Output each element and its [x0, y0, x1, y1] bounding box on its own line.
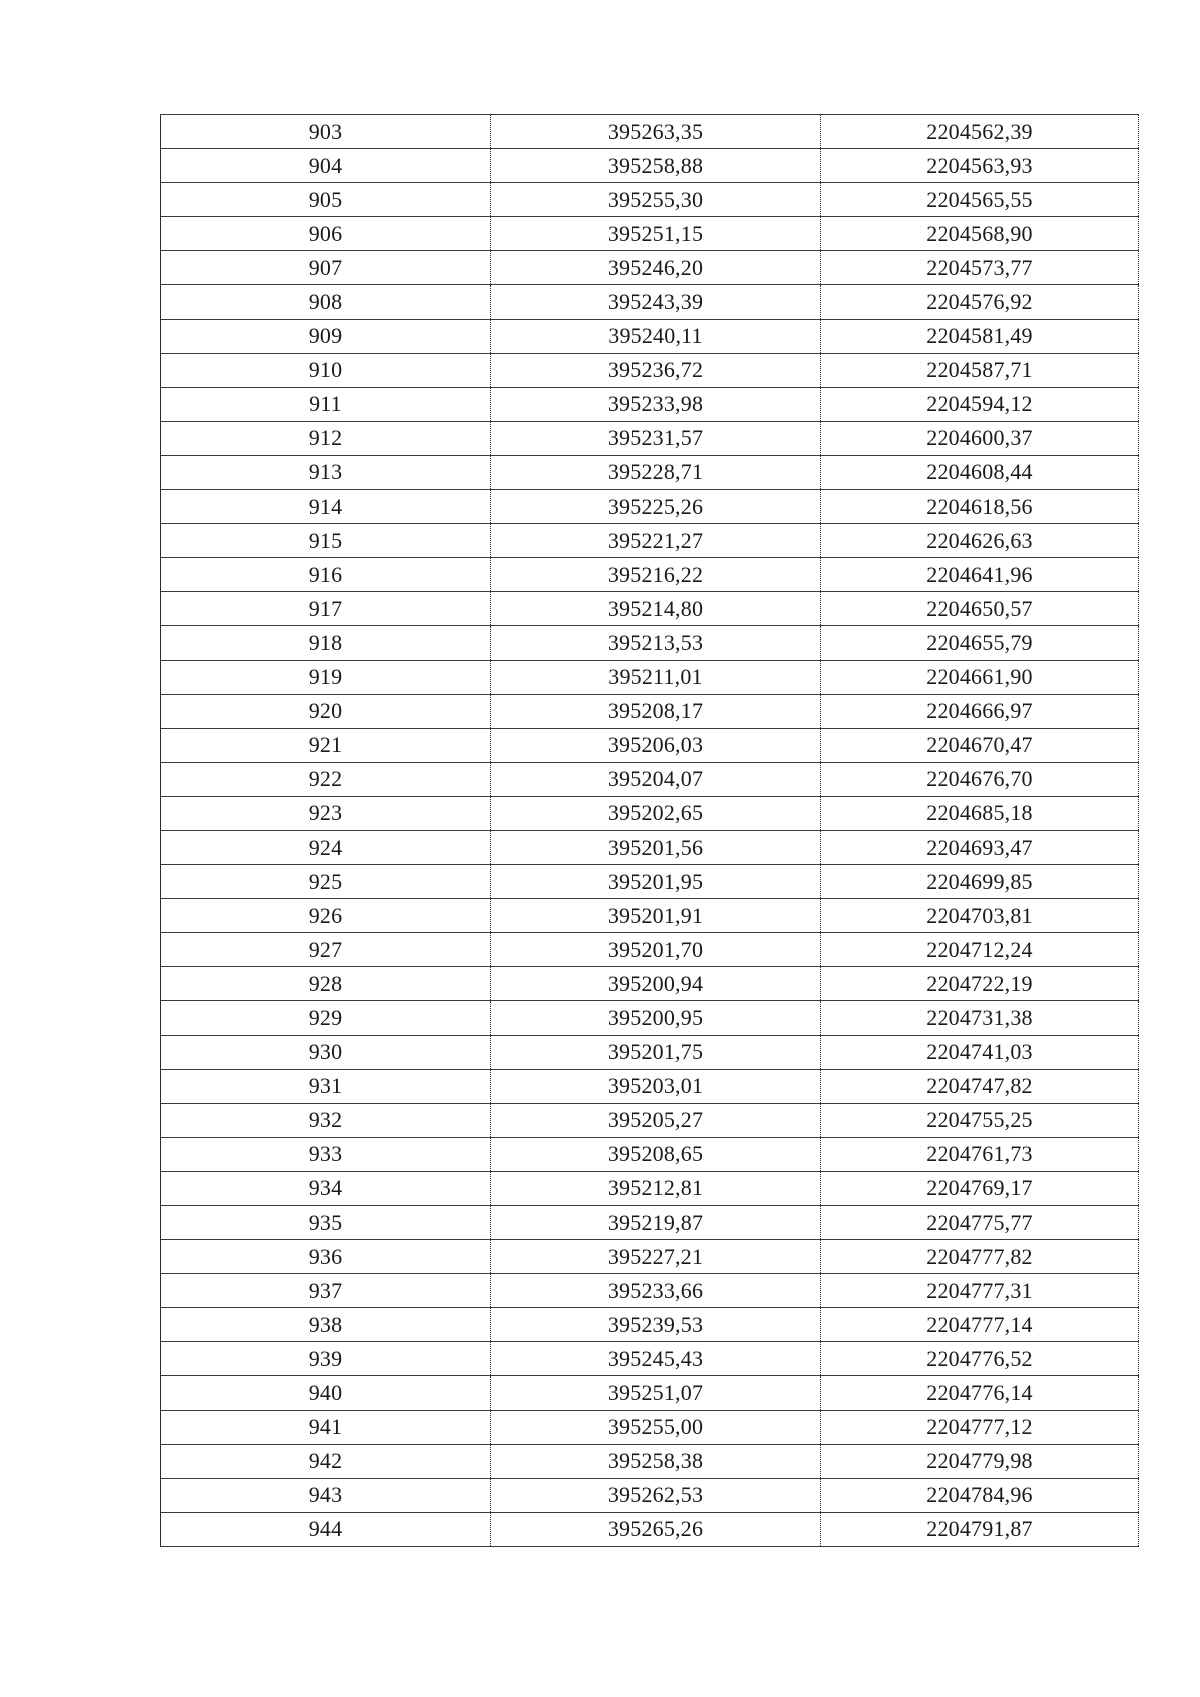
y-coordinate-cell: 2204666,97 — [821, 694, 1139, 728]
table-row — [161, 728, 1139, 762]
table-row — [161, 1274, 1139, 1308]
y-coordinate-cell: 2204641,96 — [821, 558, 1139, 592]
y-coordinate-cell: 2204703,81 — [821, 899, 1139, 933]
x-coordinate-cell: 395231,57 — [491, 421, 821, 455]
point-number-cell: 910 — [161, 353, 491, 387]
x-coordinate-cell: 395255,00 — [491, 1410, 821, 1444]
x-coordinate-cell: 395208,65 — [491, 1137, 821, 1171]
table-row — [161, 762, 1139, 796]
x-coordinate-cell: 395251,15 — [491, 217, 821, 251]
point-number-cell: 939 — [161, 1342, 491, 1376]
table-row — [161, 626, 1139, 660]
point-number-cell: 927 — [161, 933, 491, 967]
x-coordinate-cell: 395201,91 — [491, 899, 821, 933]
table-row — [161, 455, 1139, 489]
y-coordinate-cell: 2204776,14 — [821, 1376, 1139, 1410]
point-number-cell: 938 — [161, 1308, 491, 1342]
x-coordinate-cell: 395221,27 — [491, 524, 821, 558]
table-row — [161, 115, 1139, 149]
x-coordinate-cell: 395214,80 — [491, 592, 821, 626]
table-row — [161, 217, 1139, 251]
point-number-cell: 908 — [161, 285, 491, 319]
x-coordinate-cell: 395243,39 — [491, 285, 821, 319]
y-coordinate-cell: 2204655,79 — [821, 626, 1139, 660]
table-row — [161, 1240, 1139, 1274]
x-coordinate-cell: 395203,01 — [491, 1069, 821, 1103]
table-row — [161, 183, 1139, 217]
table-row — [161, 1035, 1139, 1069]
x-coordinate-cell: 395206,03 — [491, 728, 821, 762]
y-coordinate-cell: 2204587,71 — [821, 353, 1139, 387]
x-coordinate-cell: 395219,87 — [491, 1206, 821, 1240]
y-coordinate-cell: 2204712,24 — [821, 933, 1139, 967]
coordinates-table-body — [161, 115, 1139, 1547]
y-coordinate-cell: 2204777,31 — [821, 1274, 1139, 1308]
table-row — [161, 558, 1139, 592]
coordinates-table — [160, 114, 1139, 1547]
point-number-cell: 919 — [161, 660, 491, 694]
y-coordinate-cell: 2204565,55 — [821, 183, 1139, 217]
y-coordinate-cell: 2204777,14 — [821, 1308, 1139, 1342]
x-coordinate-cell: 395233,66 — [491, 1274, 821, 1308]
x-coordinate-cell: 395205,27 — [491, 1103, 821, 1137]
x-coordinate-cell: 395262,53 — [491, 1478, 821, 1512]
x-coordinate-cell: 395258,38 — [491, 1444, 821, 1478]
point-number-cell: 906 — [161, 217, 491, 251]
point-number-cell: 933 — [161, 1137, 491, 1171]
table-row — [161, 490, 1139, 524]
point-number-cell: 912 — [161, 421, 491, 455]
point-number-cell: 920 — [161, 694, 491, 728]
table-row — [161, 1206, 1139, 1240]
table-row — [161, 1069, 1139, 1103]
y-coordinate-cell: 2204761,73 — [821, 1137, 1139, 1171]
y-coordinate-cell: 2204747,82 — [821, 1069, 1139, 1103]
point-number-cell: 937 — [161, 1274, 491, 1308]
table-row — [161, 865, 1139, 899]
point-number-cell: 944 — [161, 1512, 491, 1546]
x-coordinate-cell: 395263,35 — [491, 115, 821, 149]
x-coordinate-cell: 395227,21 — [491, 1240, 821, 1274]
table-row — [161, 1137, 1139, 1171]
y-coordinate-cell: 2204608,44 — [821, 455, 1139, 489]
table-row — [161, 933, 1139, 967]
x-coordinate-cell: 395200,94 — [491, 967, 821, 1001]
point-number-cell: 929 — [161, 1001, 491, 1035]
table-row — [161, 899, 1139, 933]
y-coordinate-cell: 2204685,18 — [821, 796, 1139, 830]
table-row — [161, 694, 1139, 728]
x-coordinate-cell: 395245,43 — [491, 1342, 821, 1376]
y-coordinate-cell: 2204731,38 — [821, 1001, 1139, 1035]
y-coordinate-cell: 2204563,93 — [821, 149, 1139, 183]
y-coordinate-cell: 2204670,47 — [821, 728, 1139, 762]
y-coordinate-cell: 2204573,77 — [821, 251, 1139, 285]
x-coordinate-cell: 395212,81 — [491, 1171, 821, 1205]
point-number-cell: 934 — [161, 1171, 491, 1205]
y-coordinate-cell: 2204562,39 — [821, 115, 1139, 149]
point-number-cell: 924 — [161, 830, 491, 864]
point-number-cell: 914 — [161, 490, 491, 524]
point-number-cell: 911 — [161, 387, 491, 421]
x-coordinate-cell: 395202,65 — [491, 796, 821, 830]
y-coordinate-cell: 2204600,37 — [821, 421, 1139, 455]
y-coordinate-cell: 2204581,49 — [821, 319, 1139, 353]
point-number-cell: 904 — [161, 149, 491, 183]
point-number-cell: 916 — [161, 558, 491, 592]
point-number-cell: 932 — [161, 1103, 491, 1137]
x-coordinate-cell: 395201,56 — [491, 830, 821, 864]
y-coordinate-cell: 2204594,12 — [821, 387, 1139, 421]
y-coordinate-cell: 2204776,52 — [821, 1342, 1139, 1376]
table-row — [161, 251, 1139, 285]
x-coordinate-cell: 395246,20 — [491, 251, 821, 285]
table-row — [161, 1171, 1139, 1205]
y-coordinate-cell: 2204755,25 — [821, 1103, 1139, 1137]
x-coordinate-cell: 395240,11 — [491, 319, 821, 353]
point-number-cell: 931 — [161, 1069, 491, 1103]
point-number-cell: 918 — [161, 626, 491, 660]
table-row — [161, 1512, 1139, 1546]
point-number-cell: 935 — [161, 1206, 491, 1240]
x-coordinate-cell: 395236,72 — [491, 353, 821, 387]
table-row — [161, 387, 1139, 421]
x-coordinate-cell: 395225,26 — [491, 490, 821, 524]
y-coordinate-cell: 2204618,56 — [821, 490, 1139, 524]
table-row — [161, 660, 1139, 694]
x-coordinate-cell: 395233,98 — [491, 387, 821, 421]
point-number-cell: 925 — [161, 865, 491, 899]
point-number-cell: 940 — [161, 1376, 491, 1410]
x-coordinate-cell: 395265,26 — [491, 1512, 821, 1546]
table-row — [161, 1342, 1139, 1376]
table-row — [161, 421, 1139, 455]
y-coordinate-cell: 2204791,87 — [821, 1512, 1139, 1546]
x-coordinate-cell: 395216,22 — [491, 558, 821, 592]
y-coordinate-cell: 2204661,90 — [821, 660, 1139, 694]
x-coordinate-cell: 395258,88 — [491, 149, 821, 183]
y-coordinate-cell: 2204779,98 — [821, 1444, 1139, 1478]
point-number-cell: 936 — [161, 1240, 491, 1274]
y-coordinate-cell: 2204626,63 — [821, 524, 1139, 558]
table-row — [161, 524, 1139, 558]
y-coordinate-cell: 2204775,77 — [821, 1206, 1139, 1240]
point-number-cell: 913 — [161, 455, 491, 489]
x-coordinate-cell: 395200,95 — [491, 1001, 821, 1035]
table-row — [161, 319, 1139, 353]
point-number-cell: 941 — [161, 1410, 491, 1444]
point-number-cell: 903 — [161, 115, 491, 149]
y-coordinate-cell: 2204568,90 — [821, 217, 1139, 251]
x-coordinate-cell: 395211,01 — [491, 660, 821, 694]
table-row — [161, 1478, 1139, 1512]
table-row — [161, 1376, 1139, 1410]
point-number-cell: 928 — [161, 967, 491, 1001]
y-coordinate-cell: 2204699,85 — [821, 865, 1139, 899]
point-number-cell: 909 — [161, 319, 491, 353]
table-row — [161, 1410, 1139, 1444]
table-row — [161, 830, 1139, 864]
y-coordinate-cell: 2204777,82 — [821, 1240, 1139, 1274]
table-row — [161, 967, 1139, 1001]
y-coordinate-cell: 2204676,70 — [821, 762, 1139, 796]
y-coordinate-cell: 2204693,47 — [821, 830, 1139, 864]
table-row — [161, 796, 1139, 830]
y-coordinate-cell: 2204722,19 — [821, 967, 1139, 1001]
x-coordinate-cell: 395201,95 — [491, 865, 821, 899]
table-row — [161, 592, 1139, 626]
x-coordinate-cell: 395204,07 — [491, 762, 821, 796]
x-coordinate-cell: 395213,53 — [491, 626, 821, 660]
y-coordinate-cell: 2204769,17 — [821, 1171, 1139, 1205]
y-coordinate-cell: 2204784,96 — [821, 1478, 1139, 1512]
point-number-cell: 926 — [161, 899, 491, 933]
y-coordinate-cell: 2204777,12 — [821, 1410, 1139, 1444]
y-coordinate-cell: 2204650,57 — [821, 592, 1139, 626]
point-number-cell: 907 — [161, 251, 491, 285]
x-coordinate-cell: 395228,71 — [491, 455, 821, 489]
table-row — [161, 353, 1139, 387]
point-number-cell: 942 — [161, 1444, 491, 1478]
table-row — [161, 1444, 1139, 1478]
x-coordinate-cell: 395239,53 — [491, 1308, 821, 1342]
point-number-cell: 921 — [161, 728, 491, 762]
x-coordinate-cell: 395201,75 — [491, 1035, 821, 1069]
point-number-cell: 922 — [161, 762, 491, 796]
point-number-cell: 915 — [161, 524, 491, 558]
x-coordinate-cell: 395201,70 — [491, 933, 821, 967]
y-coordinate-cell: 2204576,92 — [821, 285, 1139, 319]
table-row — [161, 285, 1139, 319]
y-coordinate-cell: 2204741,03 — [821, 1035, 1139, 1069]
x-coordinate-cell: 395208,17 — [491, 694, 821, 728]
table-row — [161, 1001, 1139, 1035]
table-row — [161, 149, 1139, 183]
table-row — [161, 1103, 1139, 1137]
x-coordinate-cell: 395255,30 — [491, 183, 821, 217]
point-number-cell: 917 — [161, 592, 491, 626]
point-number-cell: 930 — [161, 1035, 491, 1069]
point-number-cell: 905 — [161, 183, 491, 217]
x-coordinate-cell: 395251,07 — [491, 1376, 821, 1410]
table-row — [161, 1308, 1139, 1342]
point-number-cell: 943 — [161, 1478, 491, 1512]
point-number-cell: 923 — [161, 796, 491, 830]
